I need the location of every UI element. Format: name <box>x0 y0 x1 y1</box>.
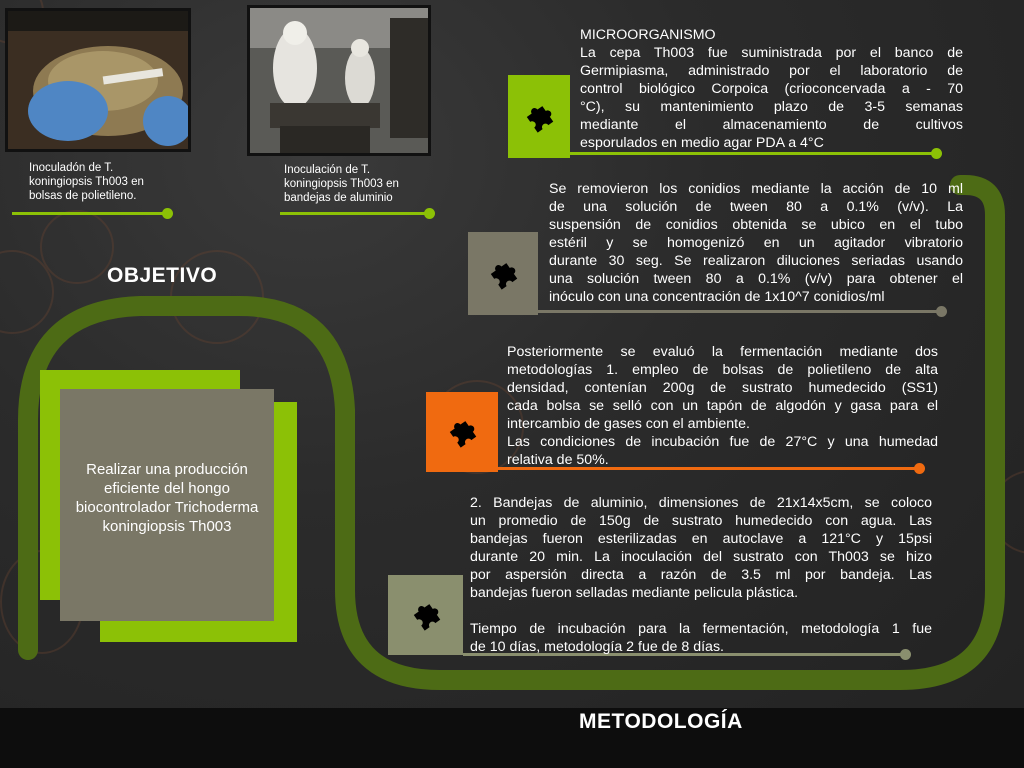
step-4-line-text: 2. Bandejas de aluminio, dimensiones de 21x14x5cm, se coloco <box>470 495 932 511</box>
step-4-line-text: durante 20 min. La inoculación del sustrato con Th003 se hizo <box>470 549 932 565</box>
step-1-line-text: mediante el almacenamiento de cultivos <box>580 117 963 133</box>
step-1-line-text: La cepa Th003 fue suministrada por el banco de <box>580 45 963 61</box>
step-2-line-text: suspensión de conidios obtenida se ubico en el tubo <box>549 217 963 233</box>
step-1-line-text: °C), su mantenimiento plazo de 3-5 semanas <box>580 99 963 115</box>
step-1-text <box>580 26 963 152</box>
metodologia-heading: METODOLOGÍA <box>579 710 743 733</box>
step-1-square <box>508 75 570 158</box>
step-3-line-text: cada bolsa se selló con un tapón de algodón y gasa para el <box>507 398 938 414</box>
step-3-line-text: metodologías 1. empleo de bolsas de polietileno de alta <box>507 362 938 378</box>
step-1-line <box>570 152 935 155</box>
step-2-line <box>538 310 940 313</box>
step-1-line-text: control biológico Corpoica (crioconcervada a - 70 <box>580 81 963 97</box>
step-3-line-text: intercambio de gases con el ambiente. <box>507 416 750 432</box>
photo-trays-image <box>250 8 428 153</box>
objective-text: Realizar una producción eficiente del hongo biocontrolador Trichoderma koningiopsis Th003 <box>75 461 259 535</box>
step-4-line-text: de 10 días, metodología 2 fue de 8 días. <box>470 639 724 655</box>
step-4-line-text: Tiempo de incubación para la fermentación, metodología 1 fue <box>470 621 932 637</box>
photo-bags-inoculation <box>5 8 191 152</box>
puzzle-icon <box>486 257 520 291</box>
step-2-line-text: de una solución de tween 80 a 0.1% (v/v). La <box>549 199 963 215</box>
step-1-line-text: MICROORGANISMO <box>580 27 716 43</box>
photo-trays-inoculation <box>247 5 431 156</box>
step-3-line-text: densidad, contenían 200g de sustrato humedecido (SS1) <box>507 380 938 396</box>
step-2-line-text: durante 30 seg. Se realizaron diluciones seriadas usando <box>549 253 963 269</box>
puzzle-icon <box>522 100 556 134</box>
puzzle-icon <box>409 598 443 632</box>
step-4-line-text: un promedio de 150g de sustrato humedecido con agua. Las <box>470 513 932 529</box>
step-1-line-text: Germipiasma, administrado por el laboratorio de <box>580 63 963 79</box>
step-2-line-text: Se removieron los conidios mediante la acción de 10 ml <box>549 181 963 197</box>
caption-line-dot <box>162 208 173 219</box>
photo-bags-image <box>8 11 188 149</box>
step-4-line-text: por aspersión directa a razón de 3.5 ml por bandeja. Las <box>470 567 932 583</box>
caption-line-bags <box>12 212 167 215</box>
step-3-line-text: relativa de 50%. <box>507 452 609 468</box>
step-2-text <box>549 180 963 306</box>
step-1-line-text: esporulados en medio agar PDA a 4°C <box>580 135 824 151</box>
step-3-line-text: Posteriormente se evaluó la fermentación mediante dos <box>507 344 938 360</box>
objetivo-heading: OBJETIVO <box>107 264 218 287</box>
step-2-line-text: una solución tween 80 a 0.1% (v/v) para obtener el <box>549 271 963 287</box>
puzzle-icon <box>445 415 479 449</box>
step-4-line-text: bandejas fueron esterilizadas en autoclave a 121°C y 15psi <box>470 531 932 547</box>
step-4-text <box>470 494 932 656</box>
step-4-line-text <box>470 602 932 620</box>
caption-line-dot <box>424 208 435 219</box>
photo-caption-bags: Inoculadón de T. koningiopsis Th003 en bolsas de polietileno. <box>29 162 144 202</box>
bottom-bar <box>0 708 1024 768</box>
step-3-text <box>507 343 938 469</box>
step-2-square <box>468 232 538 315</box>
step-4-square <box>388 575 463 655</box>
step-2-line-dot <box>936 306 947 317</box>
photo-caption-trays: Inoculación de T. koningiopsis Th003 en bandejas de aluminio <box>284 164 399 204</box>
step-4-line-text: bandejas fueron selladas mediante pelicula plástica. <box>470 585 799 601</box>
caption-line-trays <box>280 212 428 215</box>
step-2-line-text: inóculo con una concentración de 1x10^7 conidios/ml <box>549 289 885 305</box>
step-3-square <box>426 392 498 472</box>
step-2-line-text: estéril y se homogenizó en un agitador vibratorio <box>549 235 963 251</box>
step-3-line-text: Las condiciones de incubación fue de 27°C y una humedad <box>507 434 938 450</box>
